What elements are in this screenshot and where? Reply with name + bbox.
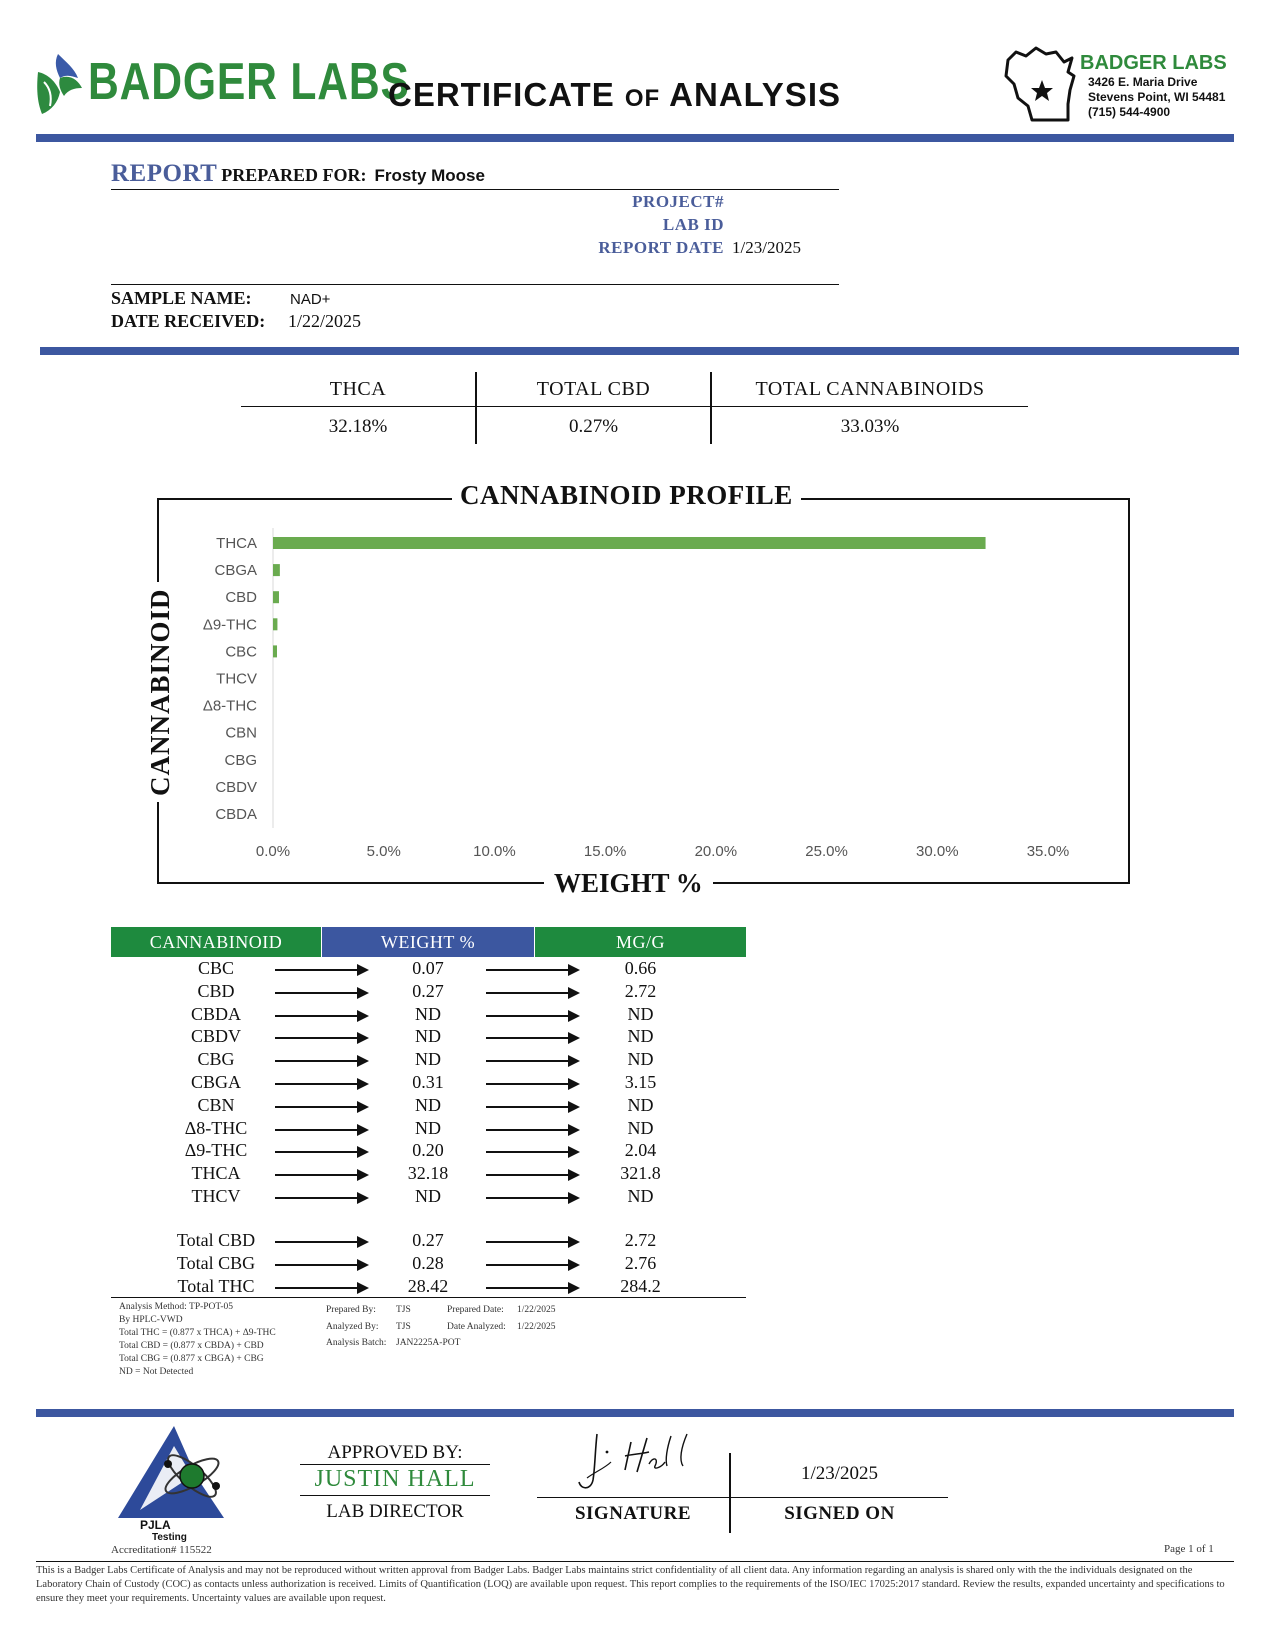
date-labels xyxy=(447,1302,506,1335)
chart-x-tick-label: 30.0% xyxy=(916,843,959,860)
chart-category-label: CBD xyxy=(225,589,257,607)
signed-on-date: 1/23/2025 xyxy=(800,1463,879,1484)
note-line: Total CBG = (0.877 x CBGA) + CBG xyxy=(119,1354,264,1364)
chart-category-label: CBG xyxy=(224,751,257,769)
cell-weight: 0.27 xyxy=(412,1230,444,1250)
approver-name: JUSTIN HALL xyxy=(314,1466,476,1492)
arrow-icon xyxy=(275,1174,367,1176)
approver-title: LAB DIRECTOR xyxy=(326,1501,464,1522)
title-analysis: ANALYSIS xyxy=(669,76,841,113)
chart-x-tick-label: 5.0% xyxy=(366,843,401,860)
cell-mgg: 3.15 xyxy=(624,1072,657,1092)
arrow-icon xyxy=(275,1106,367,1108)
arrow-icon xyxy=(486,1083,578,1085)
cell-weight: ND xyxy=(415,1003,441,1024)
cell-cannabinoid: CBN xyxy=(197,1094,235,1115)
pjla-accreditation-logo-icon xyxy=(112,1424,232,1524)
arrow-icon xyxy=(275,1129,367,1131)
pjla-name: PJLA xyxy=(140,1518,171,1532)
cell-mgg: 2.04 xyxy=(624,1140,657,1161)
chart-category-label: Δ9-THC xyxy=(202,616,257,634)
cell-weight: ND xyxy=(415,1026,441,1047)
arrow-icon xyxy=(275,1037,367,1039)
chart-y-axis-label: CANNABINOID xyxy=(145,582,176,802)
approved-by-label: APPROVED BY: xyxy=(327,1442,463,1463)
cell-mgg: ND xyxy=(627,1117,654,1138)
arrow-icon xyxy=(275,1015,367,1017)
prepared-analyzed-labels xyxy=(326,1302,386,1352)
prepared-by-value: TJS xyxy=(396,1305,411,1315)
arrow-icon xyxy=(275,1241,367,1243)
arrow-icon xyxy=(486,1174,578,1176)
chart-category-label: CBDV xyxy=(215,778,257,796)
cell-cannabinoid: CBG xyxy=(197,1049,235,1070)
table-header-cannabinoid: CANNABINOID xyxy=(111,927,321,957)
cell-cannabinoid: Δ8-THC xyxy=(184,1117,248,1138)
cell-weight: ND xyxy=(415,1094,441,1115)
cell-mgg: ND xyxy=(627,1186,654,1206)
cell-cannabinoid: Δ9-THC xyxy=(184,1140,248,1161)
chart-x-tick-label: 10.0% xyxy=(473,843,516,860)
chart-title: CANNABINOID PROFILE xyxy=(452,480,801,511)
arrow-icon xyxy=(275,969,367,971)
chart-bar xyxy=(273,618,277,630)
arrow-icon xyxy=(275,1197,367,1199)
signature-label: SIGNATURE xyxy=(574,1503,692,1524)
footer-divider xyxy=(36,1409,1234,1417)
date-analyzed-label: Date Analyzed: xyxy=(447,1321,506,1332)
arrow-icon xyxy=(275,1060,367,1062)
disclaimer-top-line xyxy=(36,1561,1234,1562)
cell-weight: 28.42 xyxy=(407,1275,449,1296)
chart-x-tick-label: 35.0% xyxy=(1026,843,1070,860)
cell-cannabinoid: CBD xyxy=(197,980,235,1001)
analysis-method-notes xyxy=(119,1301,276,1379)
project-label: PROJECT# xyxy=(632,192,724,211)
chart-bar xyxy=(273,645,277,657)
arrow-icon xyxy=(486,1197,578,1199)
chart-category-label: CBN xyxy=(225,724,257,742)
approver-name-line xyxy=(300,1495,490,1496)
chart-x-tick-label: 0.0% xyxy=(255,843,291,860)
summary-thca-value: 32.18% xyxy=(328,416,388,437)
cell-cannabinoid: CBC xyxy=(197,958,235,978)
arrow-icon xyxy=(486,992,578,994)
cell-cannabinoid: CBGA xyxy=(190,1072,241,1092)
chart-x-tick-label: 25.0% xyxy=(805,843,848,860)
cell-mgg: ND xyxy=(627,1049,654,1070)
summary-total-cbd-label: TOTAL CBD xyxy=(536,378,651,400)
table-bottom-line xyxy=(111,1297,746,1298)
chart-category-label: CBC xyxy=(225,643,257,661)
cell-cannabinoid: CBDV xyxy=(190,1026,241,1047)
prepared-for-value: Frosty Moose xyxy=(374,166,485,185)
cell-cannabinoid: THCA xyxy=(191,1163,241,1184)
chart-category-label: CBDA xyxy=(215,806,257,823)
lab-id-label: LAB ID xyxy=(662,215,724,234)
cell-cannabinoid: Total CBG xyxy=(176,1252,256,1273)
report-word: REPORT xyxy=(111,160,218,187)
cell-mgg: 2.76 xyxy=(624,1252,657,1273)
arrow-icon xyxy=(275,1287,367,1289)
arrow-icon xyxy=(275,1151,367,1153)
arrow-icon xyxy=(486,1151,578,1153)
approved-by-line xyxy=(300,1464,490,1465)
summary-total-cbd-value: 0.27% xyxy=(568,416,619,437)
chart-category-label: Δ8-THC xyxy=(202,697,257,715)
table-header-mgg: MG/G xyxy=(535,927,746,957)
arrow-icon xyxy=(486,1106,578,1108)
cell-mgg: ND xyxy=(627,1026,654,1047)
cell-weight: 0.20 xyxy=(412,1140,444,1161)
cell-mgg: 2.72 xyxy=(624,1230,657,1250)
chart-bar xyxy=(273,591,279,603)
cell-cannabinoid: THCV xyxy=(191,1186,241,1206)
cell-mgg: 2.72 xyxy=(624,980,657,1001)
cell-weight: ND xyxy=(415,1049,441,1070)
chart-category-label: THCA xyxy=(216,535,257,552)
sample-name-value: NAD+ xyxy=(290,291,331,308)
chart-category-label: CBGA xyxy=(214,562,257,580)
analyzed-by-value: TJS xyxy=(396,1321,411,1332)
address-street: 3426 E. Maria Drive xyxy=(1088,75,1198,89)
accreditation-number: Accreditation# 115522 xyxy=(111,1544,212,1556)
signed-on-label: SIGNED ON xyxy=(784,1503,895,1524)
note-line: ND = Not Detected xyxy=(119,1367,194,1377)
arrow-icon xyxy=(486,1287,578,1289)
chart-x-axis-label: WEIGHT % xyxy=(544,868,713,899)
summary-total-cannabinoids-label: TOTAL CANNABINOIDS xyxy=(755,378,985,400)
cell-weight: 0.28 xyxy=(412,1252,444,1273)
summary-thca-label: THCA xyxy=(329,378,387,400)
brand-logo-text: BADGER LABS xyxy=(88,53,410,111)
note-line: Total CBD = (0.877 x CBDA) + CBD xyxy=(119,1341,264,1351)
arrow-icon xyxy=(275,1083,367,1085)
note-line: Total THC = (0.877 x THCA) + Δ9-THC xyxy=(119,1328,276,1338)
date-analyzed-value: 1/22/2025 xyxy=(517,1321,556,1332)
handwritten-signature xyxy=(575,1428,705,1498)
address-company-name: BADGER LABS xyxy=(1080,52,1227,74)
analysis-batch-value: JAN2225A-POT xyxy=(396,1338,461,1348)
chart-category-label: THCV xyxy=(216,670,257,688)
cell-weight: ND xyxy=(415,1186,441,1206)
arrow-icon xyxy=(486,1060,578,1062)
summary-total-cannabinoids-value: 33.03% xyxy=(840,416,900,437)
report-date-label: REPORT DATE xyxy=(598,238,724,257)
page-number: Page 1 of 1 xyxy=(1164,1543,1214,1555)
cell-weight: 0.27 xyxy=(412,980,444,1001)
prepared-date-value: 1/22/2025 xyxy=(517,1305,556,1315)
cell-mgg: ND xyxy=(627,1003,654,1024)
chart-bar xyxy=(273,564,280,576)
chart-x-tick-label: 20.0% xyxy=(694,843,738,860)
cell-cannabinoid: Total CBD xyxy=(176,1230,256,1250)
cell-weight: 0.07 xyxy=(412,958,444,978)
cell-mgg: 284.2 xyxy=(620,1275,661,1296)
cell-cannabinoid: Total THC xyxy=(177,1275,255,1296)
cell-cannabinoid: CBDA xyxy=(190,1003,241,1024)
arrow-icon xyxy=(486,969,578,971)
date-values xyxy=(517,1302,556,1335)
arrow-icon xyxy=(486,1129,578,1131)
signature-line xyxy=(537,1497,948,1498)
date-received-label: DATE RECEIVED: xyxy=(111,311,266,331)
arrow-icon xyxy=(275,1264,367,1266)
cell-mgg: ND xyxy=(627,1094,654,1115)
table-header-weight: WEIGHT % xyxy=(322,927,534,957)
arrow-icon xyxy=(486,1241,578,1243)
arrow-icon xyxy=(486,1037,578,1039)
pjla-testing: Testing xyxy=(152,1532,187,1543)
arrow-icon xyxy=(275,992,367,994)
chart-x-tick-label: 15.0% xyxy=(583,843,627,860)
cell-weight: ND xyxy=(415,1117,441,1138)
sample-name-label: SAMPLE NAME: xyxy=(111,288,252,308)
report-date-value: 1/23/2025 xyxy=(732,238,801,257)
cell-weight: 0.31 xyxy=(412,1072,444,1092)
title-certificate: CERTIFICATE xyxy=(388,76,615,113)
chart-bar xyxy=(273,537,986,549)
prepared-for-label: PREPARED FOR: xyxy=(221,165,367,185)
analysis-batch-label: Analysis Batch: xyxy=(326,1338,387,1348)
note-line: Analysis Method: TP-POT-05 xyxy=(119,1302,234,1312)
cell-weight: 32.18 xyxy=(407,1163,449,1184)
note-line: By HPLC-VWD xyxy=(119,1315,183,1325)
arrow-icon xyxy=(486,1264,578,1266)
address-phone: (715) 544-4900 xyxy=(1088,105,1171,119)
address-city: Stevens Point, WI 54481 xyxy=(1088,90,1226,104)
analyzed-by-label: Analyzed By: xyxy=(326,1321,379,1332)
title-of: OF xyxy=(624,85,661,112)
date-received-value: 1/22/2025 xyxy=(288,311,362,331)
cell-mgg: 0.66 xyxy=(624,958,657,978)
prepared-date-label: Prepared Date: xyxy=(447,1305,504,1315)
prepared-by-label: Prepared By: xyxy=(326,1305,376,1315)
disclaimer-text: This is a Badger Labs Certificate of Analysis and may not be reproduced without written approval from Badger Labs. Badger Labs maintains strict confidentiality of all client data. Any information regarding an analysis is shared only with the the individuals designated on the Laboratory Chain of Custody (COC) as contacts unless authorization is received. Limits of Quantification (LOQ) are available upon request. This report complies to the requirements of the ISO/IEC 17025:2017 standard. Review the results, expanded uncertainty and specifications to ensure they meet your requirements. Uncertainty values are available upon request. xyxy=(36,1565,1225,1604)
arrow-icon xyxy=(486,1015,578,1017)
cell-mgg: 321.8 xyxy=(620,1163,661,1184)
